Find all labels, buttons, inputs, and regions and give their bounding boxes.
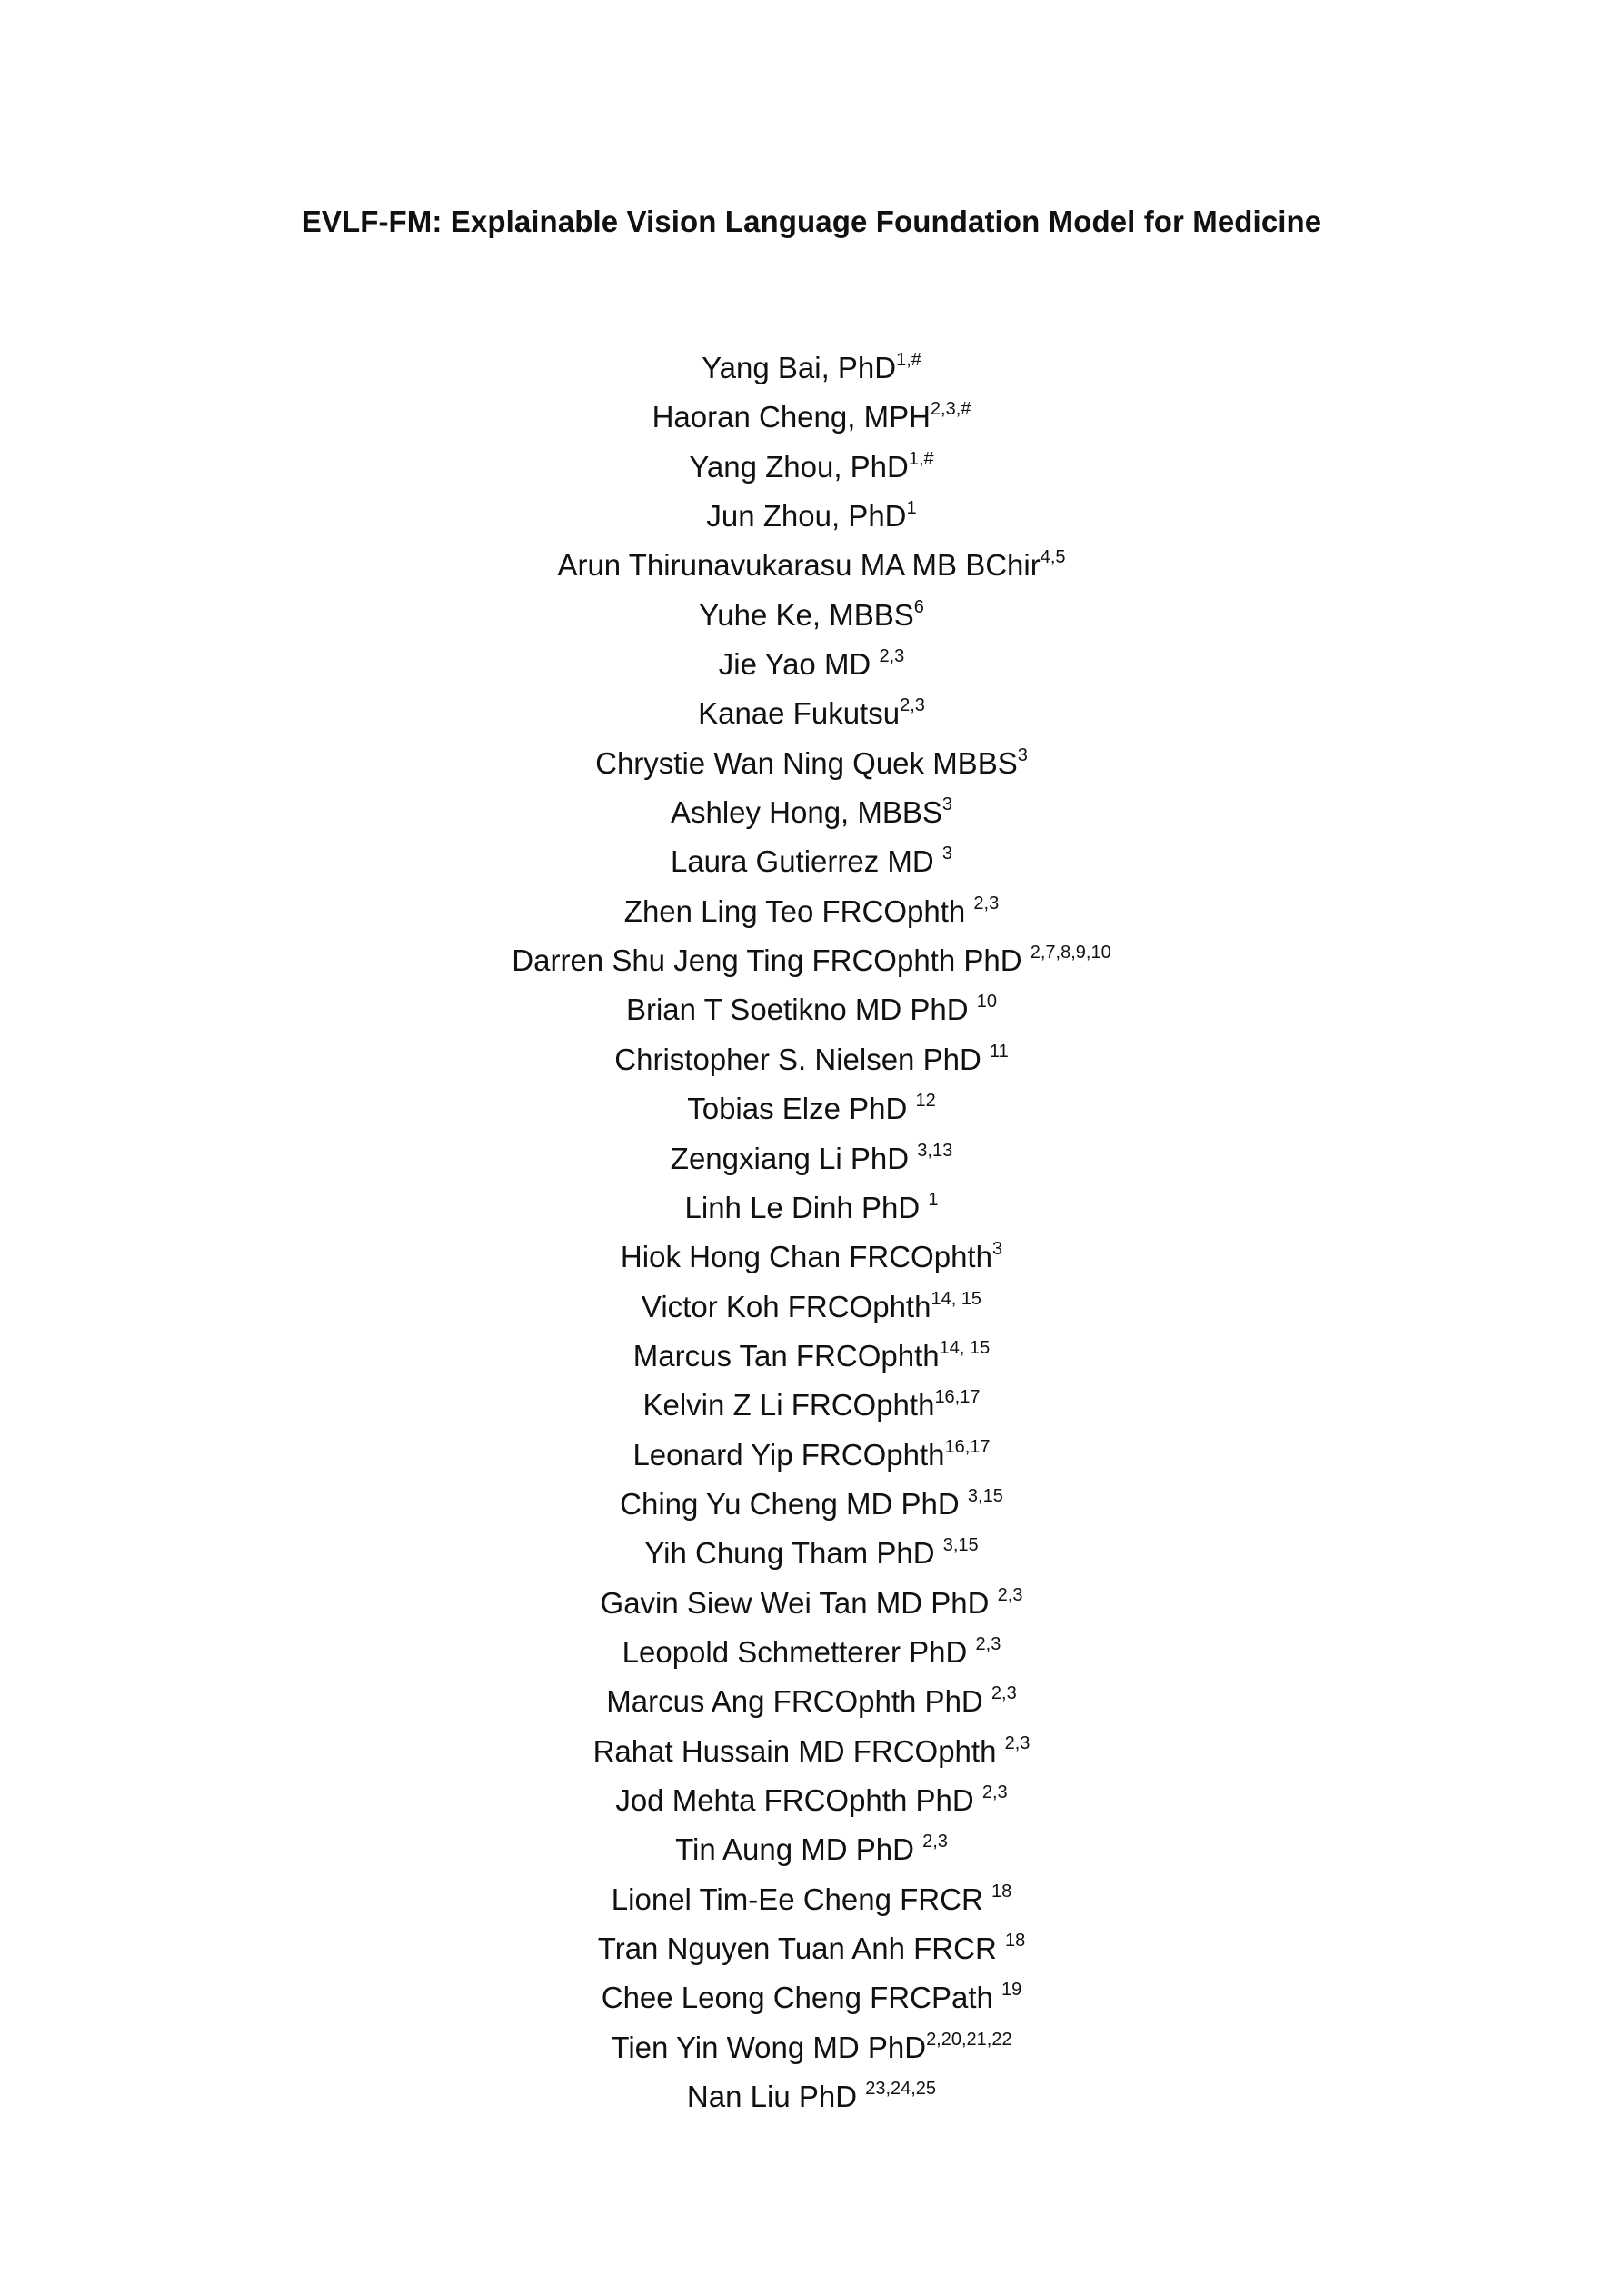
author-affiliation: 3,13 — [917, 1140, 953, 1161]
author-name: Nan Liu PhD — [686, 2080, 866, 2114]
author-name: Kanae Fukutsu — [698, 696, 901, 731]
author-name: Haoran Cheng, MPH — [652, 400, 931, 434]
author-name: Ashley Hong, MBBS — [670, 795, 942, 830]
author-affiliation: 1,# — [908, 448, 934, 469]
author-affiliation: 14, 15 — [931, 1288, 982, 1309]
author-affiliation: 2,20,21,22 — [926, 2029, 1012, 2050]
author-entry — [0, 2023, 1623, 2072]
author-name: Tran Nguyen Tuan Anh FRCR — [597, 1932, 1005, 1965]
author-affiliation: 16,17 — [934, 1387, 981, 1408]
author-affiliation: 2,3 — [922, 1832, 948, 1852]
author-entry — [0, 985, 1623, 1034]
author-affiliation: 3 — [1017, 744, 1028, 765]
author-entry — [0, 640, 1623, 689]
paper-title: EVLF-FM: Explainable Vision Language Foundation Model for Medicine — [301, 205, 1322, 238]
author-name: Tien Yin Wong MD PhD — [611, 2030, 927, 2064]
author-affiliation: 16,17 — [944, 1436, 991, 1457]
author-name: Kelvin Z Li FRCOphth — [642, 1388, 935, 1423]
author-entry — [0, 1035, 1623, 1084]
author-affiliation: 3 — [941, 844, 953, 864]
author-name: Marcus Ang FRCOphth PhD — [606, 1684, 991, 1719]
author-entry — [0, 1480, 1623, 1529]
author-name: Zengxiang Li PhD — [670, 1141, 918, 1175]
author-entry — [0, 344, 1623, 393]
author-affiliation: 10 — [976, 992, 998, 1013]
author-affiliation: 19 — [1001, 1980, 1022, 2001]
author-entry — [0, 936, 1623, 985]
author-entry — [0, 1233, 1623, 1282]
author-name: Chee Leong Cheng FRCPath — [601, 1981, 1002, 2015]
author-affiliation: 18 — [991, 1881, 1012, 1902]
author-affiliation: 2,3 — [900, 695, 925, 716]
author-name: Marcus Tan FRCOphth — [632, 1338, 940, 1373]
author-name: Jie Yao MD — [718, 647, 880, 682]
author-affiliation: 11 — [989, 1041, 1009, 1062]
author-name: Ching Yu Cheng MD PhD — [620, 1486, 968, 1521]
author-entry — [0, 1084, 1623, 1133]
author-entry — [0, 591, 1623, 640]
author-entry — [0, 1431, 1623, 1480]
author-name: Arun Thirunavukarasu MA MB BChir — [557, 548, 1041, 583]
author-name: Tin Aung MD PhD — [675, 1832, 923, 1867]
author-name: Tobias Elze PhD — [687, 1092, 916, 1126]
author-affiliation: 1 — [906, 498, 917, 519]
author-affiliation: 2,3 — [991, 1683, 1017, 1704]
author-name: Victor Koh FRCOphth — [641, 1289, 931, 1323]
author-name: Jun Zhou, PhD — [706, 499, 907, 534]
author-entry — [0, 1283, 1623, 1332]
author-name: Darren Shu Jeng Ting FRCOphth PhD — [512, 943, 1031, 978]
author-name: Rahat Hussain MD FRCOphth — [592, 1733, 1005, 1768]
author-name: Lionel Tim-Ee Cheng FRCR — [611, 1882, 991, 1916]
author-entry — [0, 1381, 1623, 1430]
author-entry — [0, 1727, 1623, 1776]
author-affiliation: 2,3 — [981, 1782, 1008, 1802]
author-affiliation: 2,3 — [997, 1584, 1023, 1605]
author-affiliation: 6 — [913, 596, 924, 617]
author-entry — [0, 541, 1623, 590]
author-entry — [0, 1579, 1623, 1628]
author-affiliation: 2,3,# — [930, 399, 971, 420]
author-entry — [0, 1183, 1623, 1233]
author-entry — [0, 1332, 1623, 1381]
author-name: Leonard Yip FRCOphth — [632, 1437, 945, 1472]
author-affiliation: 3,15 — [942, 1535, 979, 1556]
author-name: Zhen Ling Teo FRCOphth — [623, 893, 974, 928]
author-entry — [0, 837, 1623, 886]
author-name: Christopher S. Nielsen PhD — [614, 1042, 990, 1076]
author-affiliation: 2,3 — [1004, 1732, 1031, 1753]
author-entry — [0, 492, 1623, 541]
author-name: Laura Gutierrez MD — [670, 844, 942, 879]
author-affiliation: 2,3 — [973, 893, 1000, 913]
author-name: Yang Bai, PhD — [702, 351, 897, 384]
author-name: Yih Chung Tham PhD — [644, 1536, 943, 1571]
author-entry — [0, 1529, 1623, 1578]
author-entry — [0, 1973, 1623, 2022]
author-name: Yuhe Ke, MBBS — [699, 597, 914, 632]
author-name: Chrystie Wan Ning Quek MBBS — [595, 745, 1018, 780]
author-affiliation: 2,7,8,9,10 — [1030, 943, 1111, 963]
author-affiliation: 3,15 — [967, 1485, 1003, 1506]
author-entry — [0, 788, 1623, 837]
author-name: Hiok Hong Chan FRCOphth — [620, 1240, 992, 1274]
author-list — [0, 344, 1623, 2121]
author-affiliation: 23,24,25 — [865, 2079, 937, 2100]
author-affiliation: 1 — [928, 1189, 939, 1210]
author-entry — [0, 1924, 1623, 1973]
author-entry — [0, 1776, 1623, 1825]
author-entry — [0, 1134, 1623, 1183]
author-name: Leopold Schmetterer PhD — [622, 1634, 976, 1669]
author-affiliation: 4,5 — [1040, 547, 1066, 568]
author-name: Linh Le Dinh PhD — [684, 1190, 929, 1224]
author-affiliation: 3 — [991, 1239, 1003, 1260]
author-affiliation: 3 — [941, 794, 953, 815]
author-name: Jod Mehta FRCOphth PhD — [615, 1782, 982, 1817]
author-entry — [0, 689, 1623, 738]
author-affiliation: 1,# — [896, 350, 921, 370]
author-name: Brian T Soetikno MD PhD — [625, 993, 977, 1027]
author-affiliation: 18 — [1004, 1931, 1026, 1951]
author-name: Yang Zhou, PhD — [689, 449, 909, 484]
author-entry — [0, 1875, 1623, 1924]
author-affiliation: 12 — [915, 1091, 936, 1112]
author-entry — [0, 1677, 1623, 1726]
author-affiliation: 2,3 — [879, 646, 905, 667]
author-entry — [0, 1628, 1623, 1677]
author-affiliation: 14, 15 — [939, 1337, 991, 1358]
author-entry — [0, 2072, 1623, 2121]
author-affiliation: 2,3 — [975, 1633, 1001, 1654]
author-entry — [0, 443, 1623, 492]
author-entry — [0, 1825, 1623, 1874]
author-name: Gavin Siew Wei Tan MD PhD — [600, 1585, 998, 1620]
author-entry — [0, 887, 1623, 936]
author-entry — [0, 393, 1623, 442]
author-entry — [0, 739, 1623, 788]
